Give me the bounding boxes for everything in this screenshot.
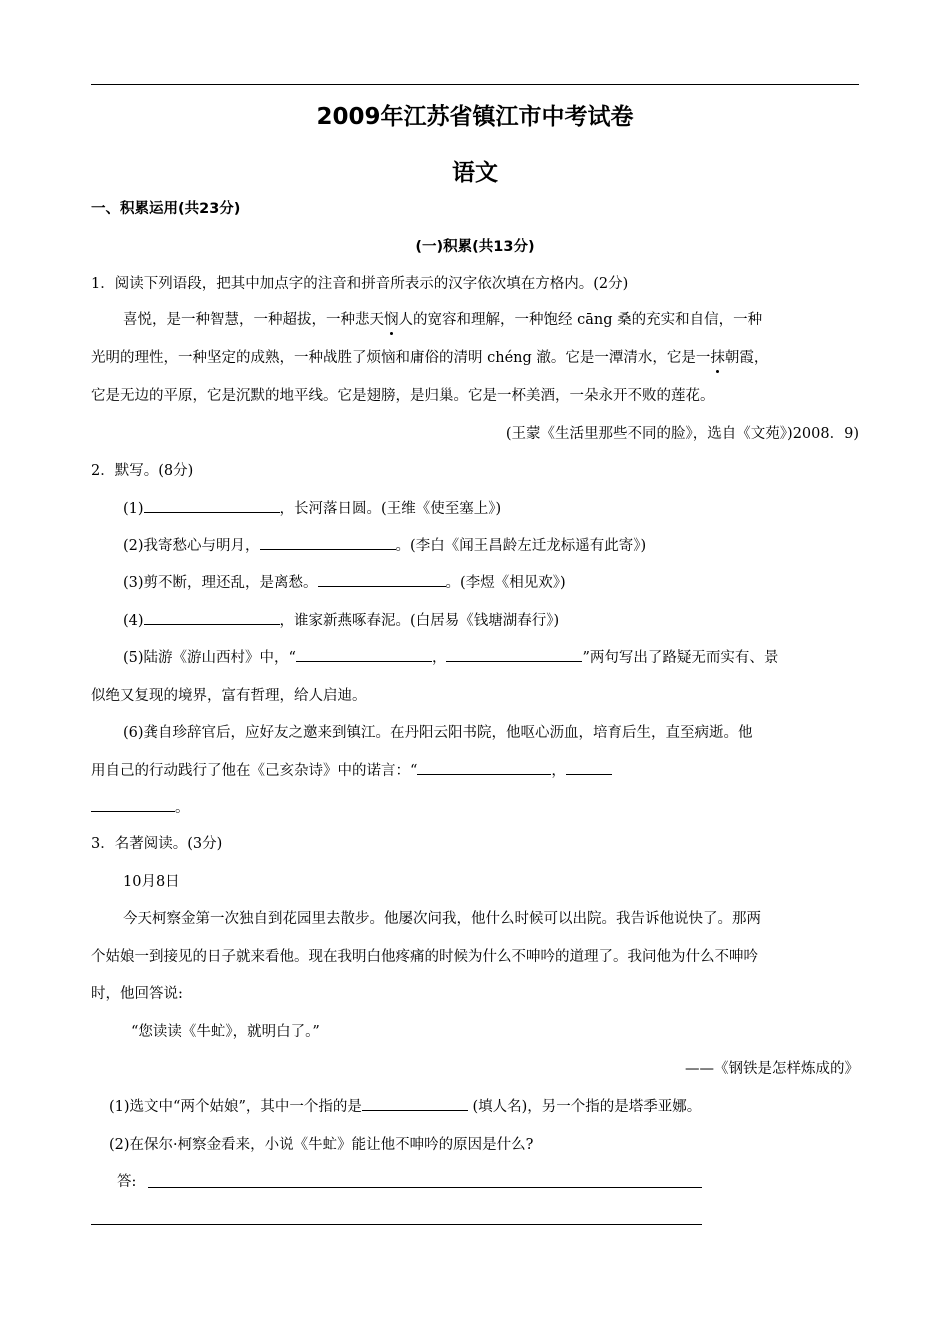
blank-3[interactable] — [318, 572, 446, 587]
q2-item-6-line-2 — [91, 760, 612, 782]
q3-sub-1-tail: (填人名)，另一个指的是塔季亚娜。 — [467, 1099, 702, 1115]
q1-line1-b: 人的宽容和理解，一种饱经 cāng 桑的充实和自信，一种 — [398, 312, 763, 328]
q1-line2-b: 朝霞， — [724, 350, 769, 366]
answer-label: 答: — [117, 1174, 137, 1190]
blank-5a[interactable] — [296, 647, 432, 662]
diary-date: 10月8日 — [123, 874, 180, 890]
q1-line2-a: 光明的理性，一种坚定的成熟，一种战胜了烦恼和庸俗的清明 chéng 澈。它是一潭清水，它是一 — [91, 350, 711, 366]
blank-1[interactable] — [144, 498, 280, 513]
section-heading: 一、积累运用(共23分) — [91, 201, 241, 217]
q2-item-4-number: (4) — [123, 613, 144, 629]
blank-6b[interactable] — [566, 760, 612, 775]
q2-prompt: 2．默写。(8分) — [91, 463, 194, 479]
q3-prompt: 3．名著阅读。(3分) — [91, 836, 223, 852]
q3-passage-line-2: 个姑娘一到接见的日子就来看他。现在我明白他疼痛的时候为什么不呻吟的道理了。我问他为什么不呻吟 — [91, 949, 758, 965]
q2-item-6-line-3 — [91, 797, 190, 819]
dotted-char-min: 悯 — [384, 309, 399, 331]
blank-6b-cont[interactable] — [91, 797, 175, 812]
answer-line-1[interactable] — [148, 1187, 702, 1188]
q3-quote: “您读读《牛虻》，就明白了。” — [131, 1024, 320, 1040]
q2-item-4 — [123, 610, 559, 632]
q1-source: (王蒙《生活里那些不同的脸》，选自《文苑》)2008．9) — [505, 426, 859, 442]
q2-item-2 — [123, 535, 646, 557]
q2-item-6-text: 用自己的行动践行了他在《己亥杂诗》中的诺言：“ — [91, 763, 418, 779]
q2-item-5-cont: 似绝又复现的境界，富有哲理，给人启迪。 — [91, 688, 367, 704]
q3-passage-line-3: 时，他回答说: — [91, 986, 183, 1002]
q3-sub-1 — [109, 1096, 701, 1118]
header-rule — [91, 84, 859, 85]
q2-item-5-text: (5)陆游《游山西村》中，“ — [123, 650, 296, 666]
q2-item-3 — [123, 572, 566, 594]
blank-4[interactable] — [144, 610, 280, 625]
sub-section-heading: (一)积累(共13分) — [415, 239, 535, 255]
q2-item-4-text: ，谁家新燕啄春泥。(白居易《钱塘湖春行》) — [279, 613, 560, 629]
q2-item-5 — [123, 647, 778, 669]
q2-item-5-tail: ”两句写出了路疑无而实有、景 — [582, 650, 779, 666]
exam-subject: 语文 — [452, 160, 498, 186]
exam-page — [91, 0, 859, 1344]
q2-item-1 — [123, 498, 501, 520]
q2-item-1-text: ，长河落日圆。(王维《使至塞上》) — [279, 501, 502, 517]
exam-title: 2009年江苏省镇江市中考试卷 — [316, 104, 634, 130]
q2-item-2-tail: 。(李白《闻王昌龄左迁龙标遥有此寄》) — [395, 538, 647, 554]
dotted-char-mo: 抹 — [710, 347, 725, 369]
q2-item-3-text: (3)剪不断，理还乱，是离愁。 — [123, 575, 318, 591]
q2-item-6-mid: ， — [551, 763, 566, 779]
q1-passage-line-3: 它是无边的平原，它是沉默的地平线。它是翅膀，是归巢。它是一杯美酒，一朵永开不败的莲花。 — [91, 388, 715, 404]
q2-item-6-line-1: (6)龚自珍辞官后，应好友之邀来到镇江。在丹阳云阳书院，他呕心沥血，培育后生，直至病逝。他 — [123, 725, 753, 741]
blank-5b[interactable] — [446, 647, 582, 662]
q2-item-3-tail: 。(李煜《相见欢》) — [445, 575, 566, 591]
q2-item-1-number: (1) — [123, 501, 144, 517]
q1-prompt: 1．阅读下列语段，把其中加点字的注音和拼音所表示的汉字依次填在方格内。(2分) — [91, 276, 629, 292]
q2-item-2-text: (2)我寄愁心与明月， — [123, 538, 260, 554]
q1-line1-a: 喜悦，是一种智慧，一种超拔，一种悲天 — [123, 312, 384, 328]
answer-line-2[interactable] — [91, 1224, 702, 1225]
blank-q3-name[interactable] — [362, 1096, 468, 1111]
q2-item-6-end: 。 — [175, 800, 190, 816]
blank-6a[interactable] — [417, 760, 551, 775]
q3-passage-line-1: 今天柯察金第一次独自到花园里去散步。他屡次问我，他什么时候可以出院。我告诉他说快了。那两 — [123, 911, 761, 927]
q3-sub-1-text: (1)选文中“两个姑娘”，其中一个指的是 — [109, 1099, 362, 1115]
q1-passage-line-1 — [123, 309, 762, 331]
q2-item-5-mid: ， — [431, 650, 447, 666]
blank-2[interactable] — [260, 535, 396, 550]
q1-passage-line-2 — [91, 347, 768, 369]
q3-sub-2: (2)在保尔·柯察金看来，小说《牛虻》能让他不呻吟的原因是什么? — [109, 1137, 534, 1153]
q3-source: ——《钢铁是怎样炼成的》 — [685, 1061, 859, 1077]
